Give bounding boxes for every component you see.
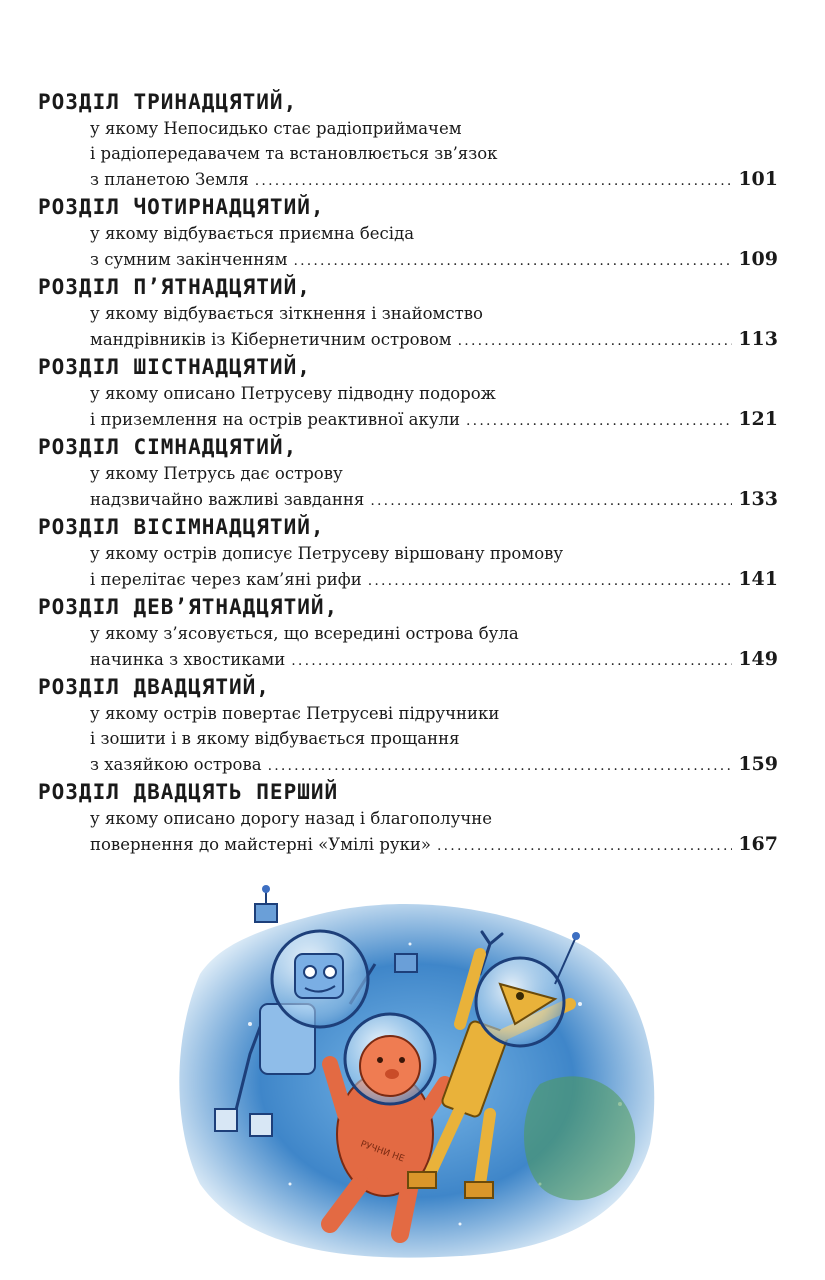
chapter-description: з сумним закінченням xyxy=(90,250,288,269)
chapter-description: у якому острів дописує Петрусеву віршовану промову xyxy=(90,544,564,563)
chapter-last-line xyxy=(90,646,778,673)
chapter-description: і зошити і в якому відбувається прощання xyxy=(90,729,460,748)
chapter-description: у якому Непосидько стає радіоприймачем xyxy=(90,119,462,138)
chapter-last-line xyxy=(90,406,778,433)
page-number: 133 xyxy=(738,488,778,510)
chapter-last-line xyxy=(90,246,778,273)
chapter-description: і перелітає через кам’яні рифи xyxy=(90,570,362,589)
chapter-description: з планетою Земля xyxy=(90,170,249,189)
page-number: 159 xyxy=(738,753,778,775)
chapter-last-line xyxy=(90,566,778,593)
toc-entry-17[interactable] xyxy=(38,433,778,513)
chapter-description: у якому відбувається зіткнення і знайомство xyxy=(90,304,483,323)
toc-entry-19[interactable] xyxy=(38,593,778,673)
dot-leader xyxy=(293,248,732,275)
chapter-heading: РОЗДІЛ ШІСТНАДЦЯТИЙ, xyxy=(38,355,311,379)
page-number: 109 xyxy=(738,248,778,270)
dot-leader xyxy=(268,753,733,780)
chapter-description: у якому з’ясовується, що всередині острова була xyxy=(90,624,519,643)
chapter-heading: РОЗДІЛ П’ЯТНАДЦЯТИЙ, xyxy=(38,275,311,299)
chapter-description: з хазяйкою острова xyxy=(90,755,262,774)
chapter-last-line xyxy=(90,486,778,513)
toc-entry-13[interactable] xyxy=(38,88,778,193)
chapter-description: начинка з хвостиками xyxy=(90,650,286,669)
chapter-description: у якому Петрусь дає острову xyxy=(90,464,343,483)
chapter-heading: РОЗДІЛ ВІСІМНАДЦЯТИЙ, xyxy=(38,515,325,539)
toc-entry-18[interactable] xyxy=(38,513,778,593)
chapter-heading: РОЗДІЛ ЧОТИРНАДЦЯТИЙ, xyxy=(38,195,325,219)
page-number: 141 xyxy=(738,568,778,590)
chapter-heading: РОЗДІЛ ДВАДЦЯТЬ ПЕРШИЙ xyxy=(38,780,339,804)
toc-entry-14[interactable] xyxy=(38,193,778,273)
chapter-heading: РОЗДІЛ ТРИНАДЦЯТИЙ, xyxy=(38,90,298,114)
toc-entry-21[interactable] xyxy=(38,778,778,858)
dot-leader xyxy=(458,328,733,355)
chapter-heading: РОЗДІЛ СІМНАДЦЯТИЙ, xyxy=(38,435,298,459)
dot-leader xyxy=(368,568,733,595)
dot-leader xyxy=(466,408,732,435)
chapter-description: у якому острів повертає Петрусеві підручники xyxy=(90,704,500,723)
chapter-last-line xyxy=(90,831,778,858)
chapter-description: мандрівників із Кібернетичним островом xyxy=(90,330,452,349)
chapter-heading: РОЗДІЛ ДЕВ’ЯТНАДЦЯТИЙ, xyxy=(38,595,339,619)
space-travelers-illustration xyxy=(160,884,660,1264)
page-number: 101 xyxy=(738,168,778,190)
page-number: 121 xyxy=(738,408,778,430)
chapter-last-line xyxy=(90,751,778,778)
chapter-description: надзвичайно важливі завдання xyxy=(90,490,365,509)
dot-leader xyxy=(370,488,732,515)
chapter-last-line xyxy=(90,166,778,193)
dot-leader xyxy=(437,833,732,860)
table-of-contents xyxy=(38,88,778,858)
chapter-description: повернення до майстерні «Умілі руки» xyxy=(90,835,431,854)
page-number: 167 xyxy=(738,833,778,855)
chapter-description: у якому відбувається приємна бесіда xyxy=(90,224,415,243)
toc-entry-16[interactable] xyxy=(38,353,778,433)
dot-leader xyxy=(255,168,733,195)
page-number: 113 xyxy=(738,328,778,350)
chapter-description: і приземлення на острів реактивної акули xyxy=(90,410,461,429)
chapter-heading: РОЗДІЛ ДВАДЦЯТИЙ, xyxy=(38,675,270,699)
page-number: 149 xyxy=(738,648,778,670)
dot-leader xyxy=(291,648,732,675)
toc-entry-20[interactable] xyxy=(38,673,778,778)
chapter-description: у якому описано дорогу назад і благополучне xyxy=(90,809,492,828)
chapter-last-line xyxy=(90,326,778,353)
chapter-description: і радіопередавачем та встановлюється зв’язок xyxy=(90,144,498,163)
chapter-description: у якому описано Петрусеву підводну подорож xyxy=(90,384,496,403)
toc-entry-15[interactable] xyxy=(38,273,778,353)
bear-suit-label: РУЧНИ НЕ xyxy=(358,1139,406,1165)
